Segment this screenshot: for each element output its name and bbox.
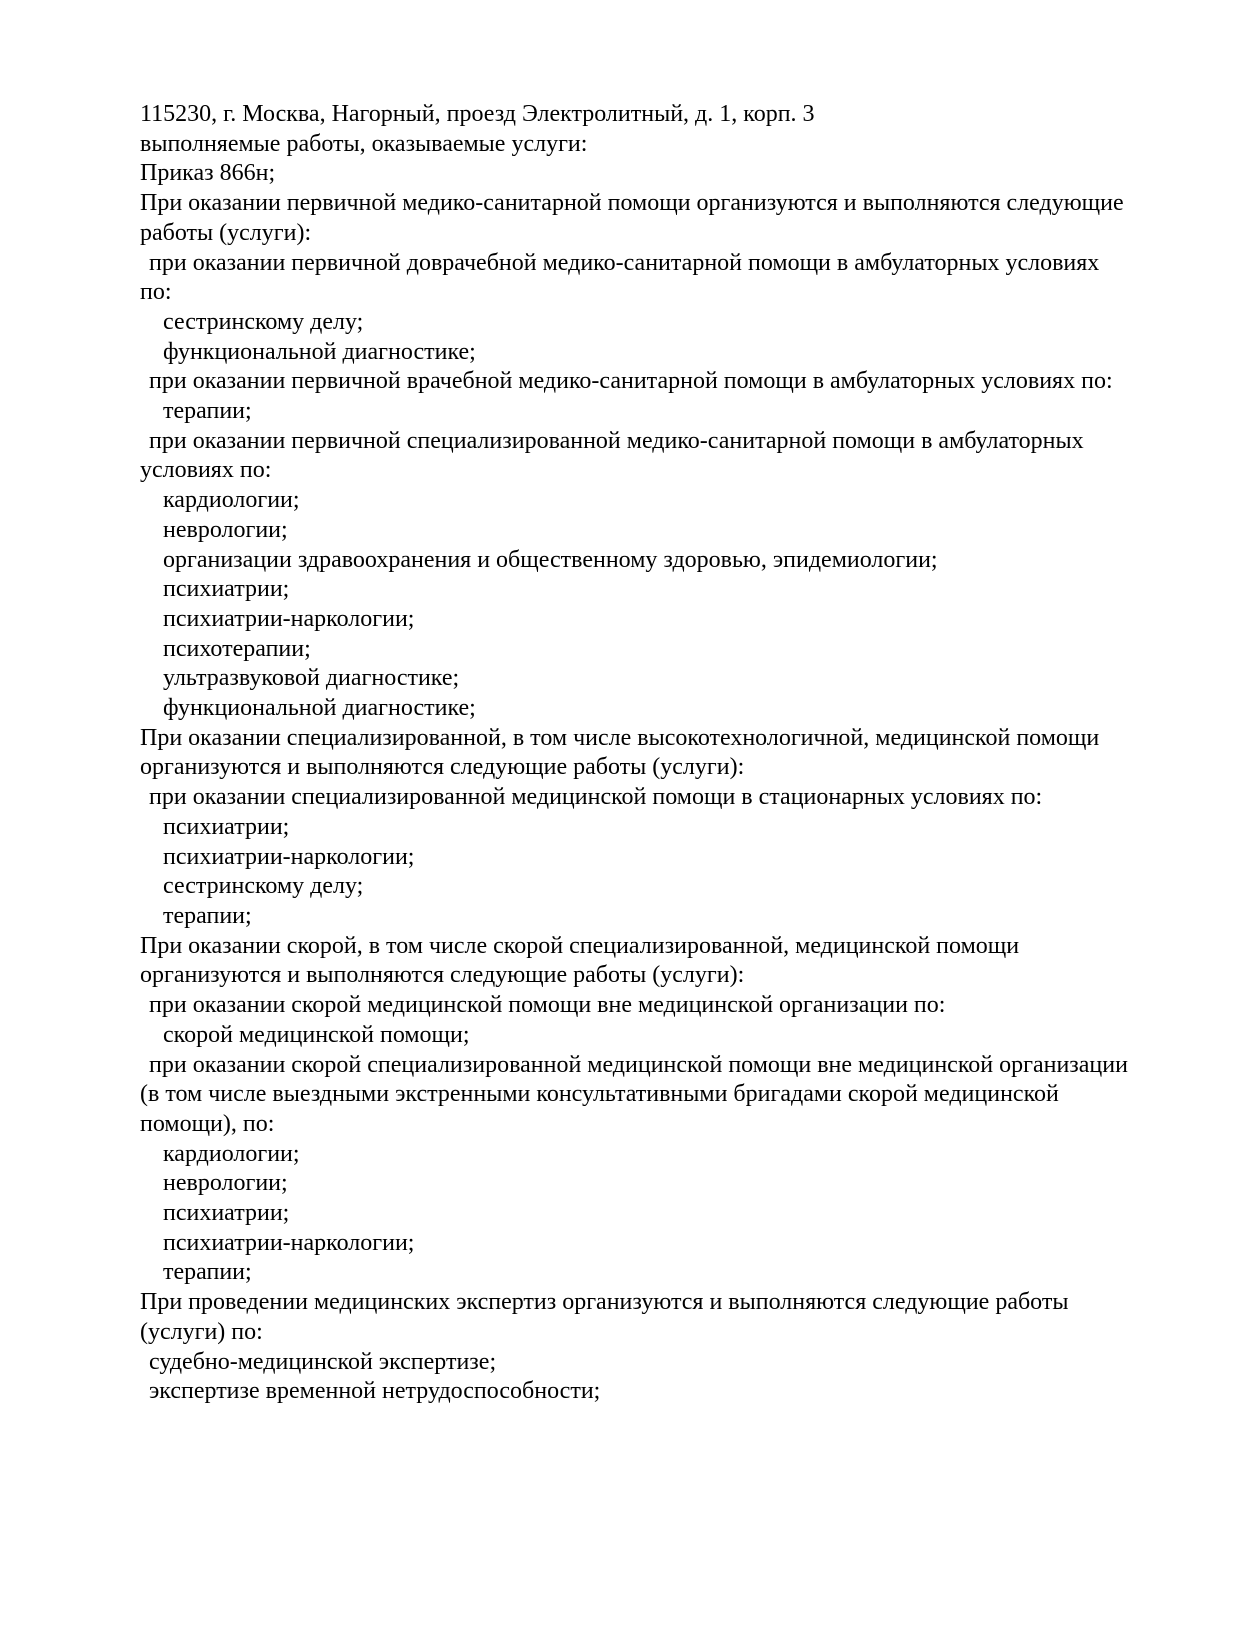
document-body bbox=[140, 100, 1128, 1407]
document-text-line: (в том числе выездными экстренными консультативными бригадами скорой медицинской bbox=[140, 1081, 1059, 1108]
document-text-line: неврологии; bbox=[163, 1170, 288, 1197]
document-text-line: функциональной диагностике; bbox=[163, 338, 476, 365]
document-text-line: психиатрии; bbox=[163, 576, 290, 603]
document-text-line: судебно-медицинской экспертизе; bbox=[149, 1348, 497, 1375]
document-text-line: работы (услуги): bbox=[140, 219, 312, 246]
document-text-line: психиатрии; bbox=[163, 1200, 290, 1227]
document-text-line: при оказании скорой медицинской помощи вне медицинской организации по: bbox=[149, 992, 946, 1019]
document-text-line: кардиологии; bbox=[163, 487, 300, 514]
document-text-line: При оказании первичной медико-санитарной помощи организуются и выполняются следующие bbox=[140, 190, 1124, 217]
document-text-line: Приказ 866н; bbox=[140, 160, 276, 187]
document-text-line: терапии; bbox=[163, 902, 252, 929]
document-text-line: психиатрии; bbox=[163, 813, 290, 840]
document-text-line: функциональной диагностике; bbox=[163, 695, 476, 722]
document-text-line: 115230, г. Москва, Нагорный, проезд Электролитный, д. 1, корп. 3 bbox=[140, 101, 815, 127]
document-text-line: ультразвуковой диагностике; bbox=[163, 665, 460, 692]
document-text-line: условиях по: bbox=[140, 457, 272, 484]
document-text-line: При оказании скорой, в том числе скорой специализированной, медицинской помощи bbox=[140, 932, 1020, 959]
document-text-line: выполняемые работы, оказываемые услуги: bbox=[140, 130, 588, 157]
document-text-line: сестринскому делу; bbox=[163, 873, 364, 900]
document-text-line: психотерапии; bbox=[163, 635, 311, 662]
document-text-line: организуются и выполняются следующие работы (услуги): bbox=[140, 754, 745, 781]
document-text-line: кардиологии; bbox=[163, 1140, 300, 1167]
document-text-line: сестринскому делу; bbox=[163, 308, 364, 335]
document-text-line: при оказании скорой специализированной медицинской помощи вне медицинской организации bbox=[149, 1051, 1128, 1078]
document-text-line: при оказании первичной специализированной медико-санитарной помощи в амбулаторных bbox=[149, 427, 1084, 454]
document-text-line: психиатрии-наркологии; bbox=[163, 843, 415, 870]
document-text-line: психиатрии-наркологии; bbox=[163, 1229, 415, 1256]
document-text-line: При оказании специализированной, в том числе высокотехнологичной, медицинской помощи bbox=[140, 724, 1100, 751]
document-text-line: помощи), по: bbox=[140, 1110, 275, 1137]
document-text-line: (услуги) по: bbox=[140, 1318, 263, 1345]
document-text-line: При проведении медицинских экспертиз организуются и выполняются следующие работы bbox=[140, 1289, 1069, 1316]
document-text-line: организации здравоохранения и общественному здоровью, эпидемиологии; bbox=[163, 546, 938, 573]
document-text-line: при оказании первичной врачебной медико-санитарной помощи в амбулаторных условиях по: bbox=[149, 368, 1113, 395]
document-text-line: организуются и выполняются следующие работы (услуги): bbox=[140, 962, 745, 989]
document-text-line: терапии; bbox=[163, 398, 252, 425]
document-text-line: при оказании первичной доврачебной медико-санитарной помощи в амбулаторных условиях bbox=[149, 249, 1100, 276]
document-text-line: психиатрии-наркологии; bbox=[163, 605, 415, 632]
document-text-line: неврологии; bbox=[163, 516, 288, 543]
document-text-line: терапии; bbox=[163, 1259, 252, 1286]
document-text-line: скорой медицинской помощи; bbox=[163, 1021, 470, 1048]
document-text-line: экспертизе временной нетрудоспособности; bbox=[149, 1378, 601, 1405]
document-text-line: при оказании специализированной медицинской помощи в стационарных условиях по: bbox=[149, 784, 1043, 811]
document-text-line: по: bbox=[140, 279, 172, 306]
